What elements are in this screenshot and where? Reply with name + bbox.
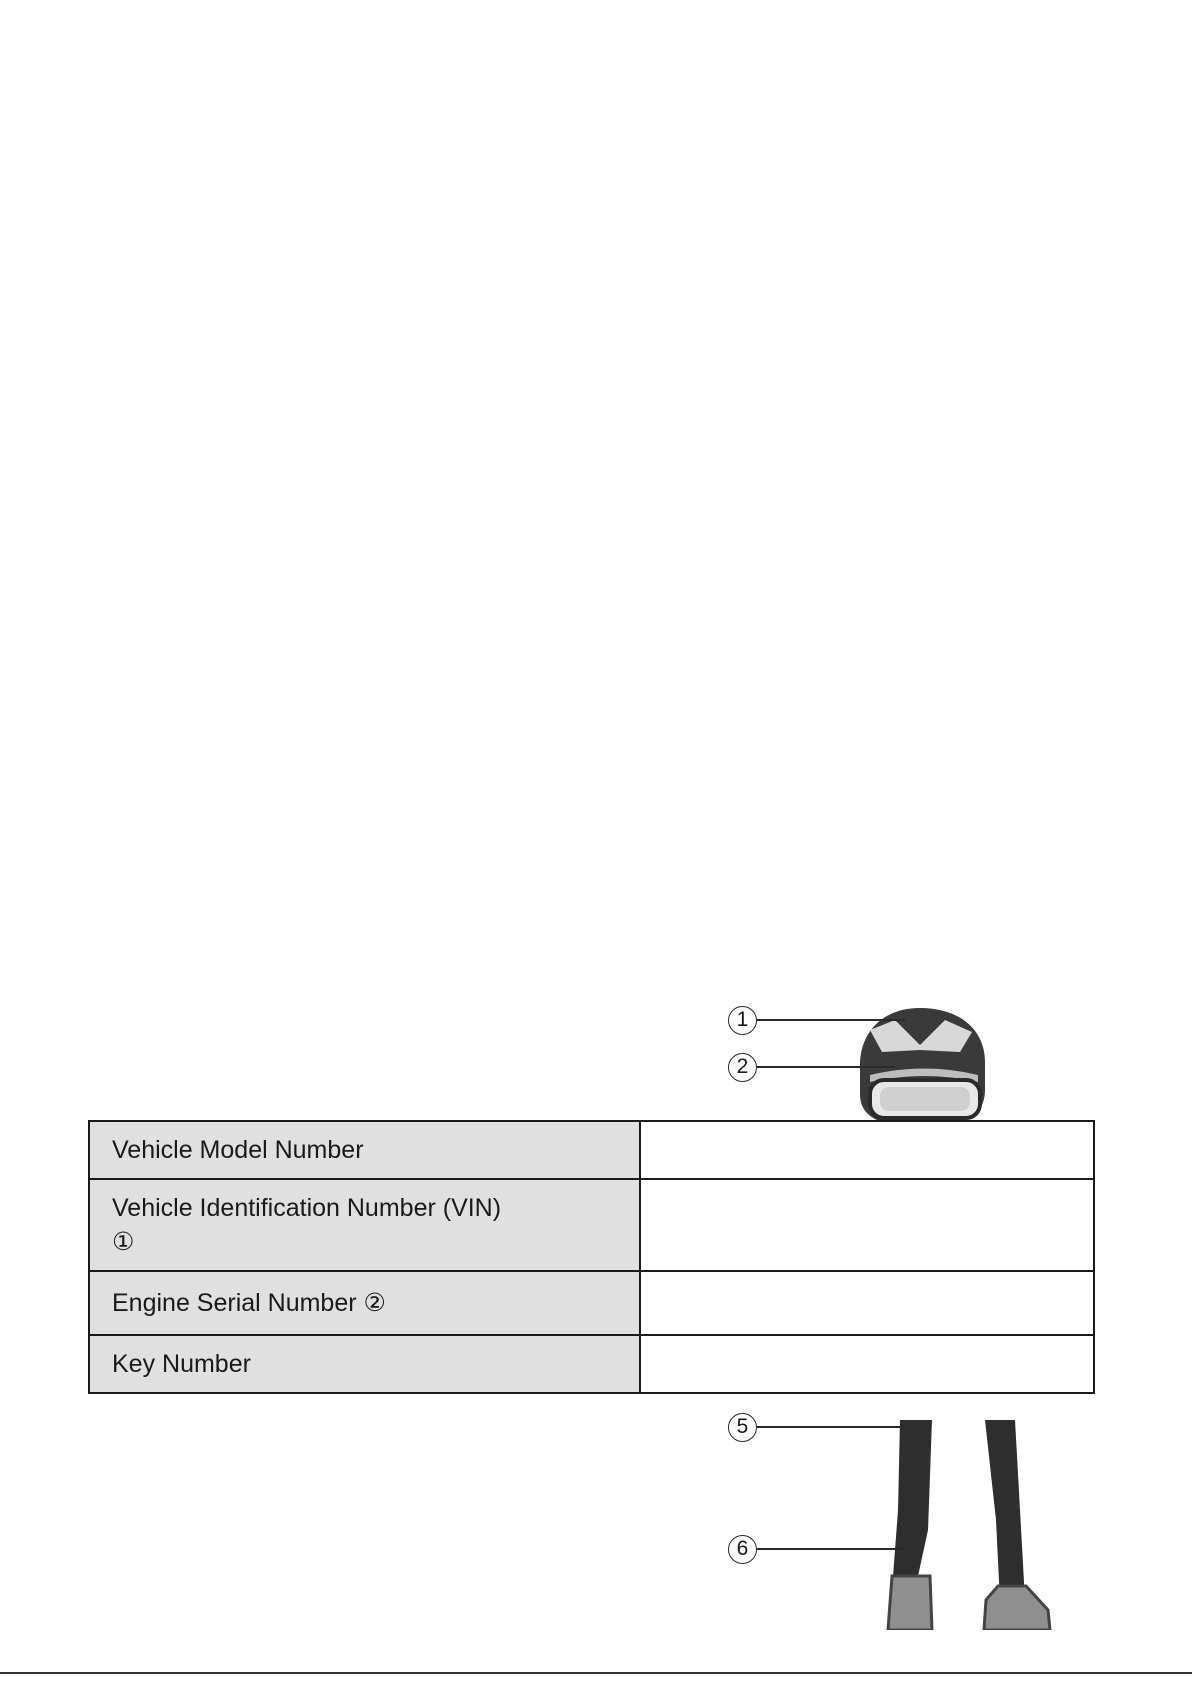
table-row [89, 1179, 1094, 1271]
boots-icon [888, 1576, 1050, 1630]
vehicle-record-table [88, 1120, 1095, 1394]
goggles-icon [870, 1080, 980, 1118]
model-number-value[interactable] [640, 1121, 1094, 1179]
callout-ref-2: ② [363, 1289, 386, 1317]
vin-value[interactable] [640, 1179, 1094, 1271]
table-row [89, 1271, 1094, 1335]
table-row [89, 1121, 1094, 1179]
vin-label: Vehicle Identification Number (VIN) ① [89, 1179, 640, 1271]
model-number-label: Vehicle Model Number [89, 1121, 640, 1179]
key-number-label: Key Number [89, 1335, 640, 1393]
engine-serial-label: Engine Serial Number ② [89, 1271, 640, 1335]
figure-callout-6: 6 [728, 1535, 757, 1564]
engine-serial-value[interactable] [640, 1271, 1094, 1335]
figure-callout-1: 1 [728, 1006, 757, 1035]
key-number-value[interactable] [640, 1335, 1094, 1393]
figure-callout-2: 2 [728, 1053, 757, 1082]
callout-ref-1: ① [112, 1228, 135, 1256]
page-bottom-rule [0, 1672, 1192, 1674]
table-row [89, 1335, 1094, 1393]
figure-callout-5: 5 [728, 1413, 757, 1442]
